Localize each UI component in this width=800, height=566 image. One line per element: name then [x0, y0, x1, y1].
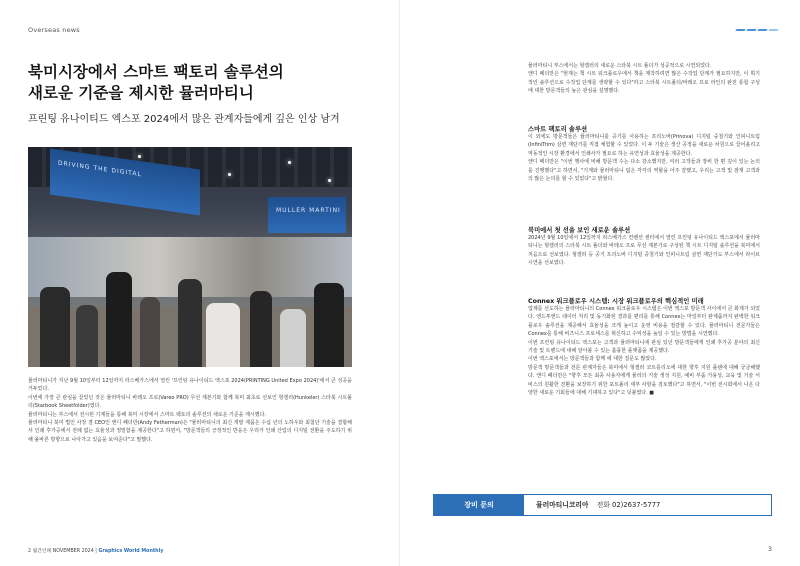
photo-person [206, 303, 240, 367]
photo-person [106, 272, 132, 367]
photo-light [228, 173, 231, 176]
paragraph: 이번 프린팅 유나이티드 엑스포는 고객과 뮬러마티니에 관심 있던 방문객들에게 인쇄 후가공 분야의 최신 기술 및 트렌드에 대해 알아볼 수 있는 훌륭한 플랫폼을 제공했다. [528, 339, 760, 355]
paragraph: 2024년 9월 10일에서 12일까지 라스베가스 컨벤션 센터에서 열린 프린팅 유나이티드 엑스포에서 뮬러마티니는 헝켈러의 스타북 시트 폴더와 바레오 프로 무선 제본기로 구성된 책 시트 디지털 솔루션을 북미에서 처음으로 선보였다. 헝켈러 등 공기 프리노바 디지털 중철기와 인피니트림 삼면 재단기도 부스에서 라이브 시연을 선보였다. [528, 235, 760, 267]
inquiry-company: 뮬러마티니코리아 [536, 501, 589, 509]
paragraph: 앤디 페더만은 "현재는 책 시트 워크플로우에서 책을 제작하려면 많은 수작업 단계가 필요하지만, 이 획기적인 솔루션으로 수작업 단계를 생략할 수 있다"라고 스타북 시트폴더/바레오 프로 라인의 완전 통합 구성에 대한 방문객들의 높은 관심을 설명했다. [528, 71, 760, 95]
section-heading-3: Connex 워크플로우 시스템: 시장 워크플로우의 핵심적인 미래 [528, 298, 704, 305]
photo-banner-right: MULLER MARTINI [268, 197, 346, 233]
inquiry-contact [536, 495, 660, 515]
photo-person [40, 287, 70, 367]
paragraph: 이번 엑스포에서는 방문객들과 함께 에 대한 질문도 많았다. [528, 356, 657, 363]
inquiry-phone: 전화 02)2637-5777 [596, 501, 661, 509]
title-line-1: 북미시장에서 스마트 팩토리 솔루션의 [28, 63, 284, 81]
photo-banner-left: DRIVING THE DIGITAL [50, 148, 200, 215]
section-2-text [528, 234, 760, 268]
photo-light [288, 161, 291, 164]
paragraph: 뮬러마티니 북미 법인 사장 겸 CEO인 앤디 페더만(Andy Fetherman)은 "뮬러마티니의 최신 개발 제품은 수십 년의 노하우와 최첨단 기술을 결합해서 인쇄 후가공에서 전례 없는 효율성과 정밀함을 제공한다"고 하면서, "방문객들의 긍정적인 반응은 우리가 인쇄 산업의 디지털 전환을 주도하기 위해 올바른 방향으로 나아가고 있음을 보여준다"고 말했다. [28, 420, 352, 443]
paragraph: 뮬러마티니는 부스에서 전시된 기계들을 통해 북미 시장에서 스마트 팩토리 솔루션의 새로운 기준을 제시했다. [28, 411, 267, 418]
brand-name: Graphics World Monthly [98, 549, 164, 554]
section-3-text [528, 305, 760, 397]
paragraph: 뮬러마티니 부스에서는 헝켈러의 새로운 스타북 시트 폴더가 성공적으로 시연되었다. [528, 63, 712, 69]
photo-person [250, 291, 272, 367]
paragraph: 뮬러마티니가 지난 9월 10일부터 12일까지 라스베가스에서 열린 '프린팅 유나이티드 엑스포 2024(PRINTING United Expo 2024)'에서 큰 성공을 거두었다. [28, 378, 352, 393]
expo-booth-photo [28, 147, 352, 367]
section-label: Overseas news [28, 26, 80, 34]
photo-person [76, 305, 98, 367]
photo-light [328, 179, 331, 182]
section-1-text [528, 133, 760, 183]
article-subtitle: 프린팅 유나이티드 엑스포 2024에서 많은 관계자들에게 깊은 인상 남겨 [28, 114, 340, 125]
publication-name: 월간인쇄 NOVEMBER 2024 [32, 549, 94, 554]
title-line-2: 새로운 기준을 제시한 뮬러마티니 [28, 84, 254, 102]
equipment-inquiry-box [433, 494, 772, 516]
paragraph: 업계를 선도하는 뮬러마티니의 Connex 워크플로우 시스템은 이번 엑스포 방문객 사이에서 큰 화제가 되었다. 엔드투엔드 데이터 처리 및 동기화된 결과를 편리를 통해 Connex는 마일부터 완제품까지 완벽한 워크플로우 솔루션을 제공해서 효율성을 크게 높이고 운영 비용을 절감할 수 있다. 뮬러마티니 전문가들은 Connex를 통해 비즈니스 프로세스를 혁신하고 수익성을 높일 수 있는 방법을 시연했다. [528, 306, 760, 338]
paragraph: 이 외에도 방문객들은 뮬러마티니를 공기를 사용하는 프리노바(Prinova) 디지털 중철기와 인피니트림(InfiniTrim) 삼면 재단기를 직접 체험할 수 있었다. 이 두 기술은 생산 공정을 새로운 차원으로 끌어올리고 역동적인 시장 환경에서 인쇄사가 필요로 하는 유연성과 효율성을 제공한다. [528, 134, 760, 157]
article-title [28, 62, 368, 104]
section-heading-1: 스마트 팩토리 솔루션 [528, 126, 588, 133]
paragraph: 앤디 페더만은 "이번 행사에 비해 방문객 수는 다소 감소했지만, 여러 고객들과 장비 한 편 깊이 있는 논의를 진행했다"고 하면서, "기계와 뮬러마티니 팀은 각각의 역할을 아주 잘했고, 우리는 고객 및 잠재 고객과의 많은 논의를 할 수 있었다"고 밝혔다. [528, 159, 760, 183]
photo-person [140, 297, 160, 367]
inquiry-label: 장비 문의 [434, 495, 524, 515]
section-heading-2: 북미에서 첫 선을 보인 새로운 솔루션 [528, 227, 631, 234]
photo-person [280, 309, 306, 367]
page-number-right: 3 [768, 546, 772, 553]
photo-person [178, 279, 202, 367]
paragraph: 이번에 가장 큰 관심을 끌었던 것은 뮬러마티니 바레오 프로(Vareo PRO) 무선 제본기와 함께 북미 최초로 선보인 헝켈러(Hunkeler) 스타북 시트폴더(Starbook Sheetfolder)였다. [28, 394, 352, 410]
paragraph: 방문객 방문객들과 전문 관계자들은 북미에서 헝켈러 코트를리오에 대한 향후 지원 플랜에 대해 궁금해했다. 앤디 페더만은 "향후 모든 최종 사용자에게 뮬러의 기술 생성 지원, 예비 부품 가용성, 교육 및 기술 서비스의 원활한 전환을 보장하기 위한 포트폴리 세부 사항을 검토했다"고 하면서, "이번 전시회에서 나온 다양한 새로운 기회들에 대해 기대하고 있다"고 덧붙였다. ■ [528, 364, 760, 397]
left-body-text [28, 377, 352, 444]
photo-light [138, 155, 141, 158]
page-number-left: 2 [28, 549, 32, 554]
photo-person [314, 283, 344, 367]
header-decoration [736, 25, 778, 35]
footer-left: 2 월간인쇄 NOVEMBER 2024 | Graphics World Monthly [28, 549, 164, 554]
right-intro-text [528, 62, 760, 96]
